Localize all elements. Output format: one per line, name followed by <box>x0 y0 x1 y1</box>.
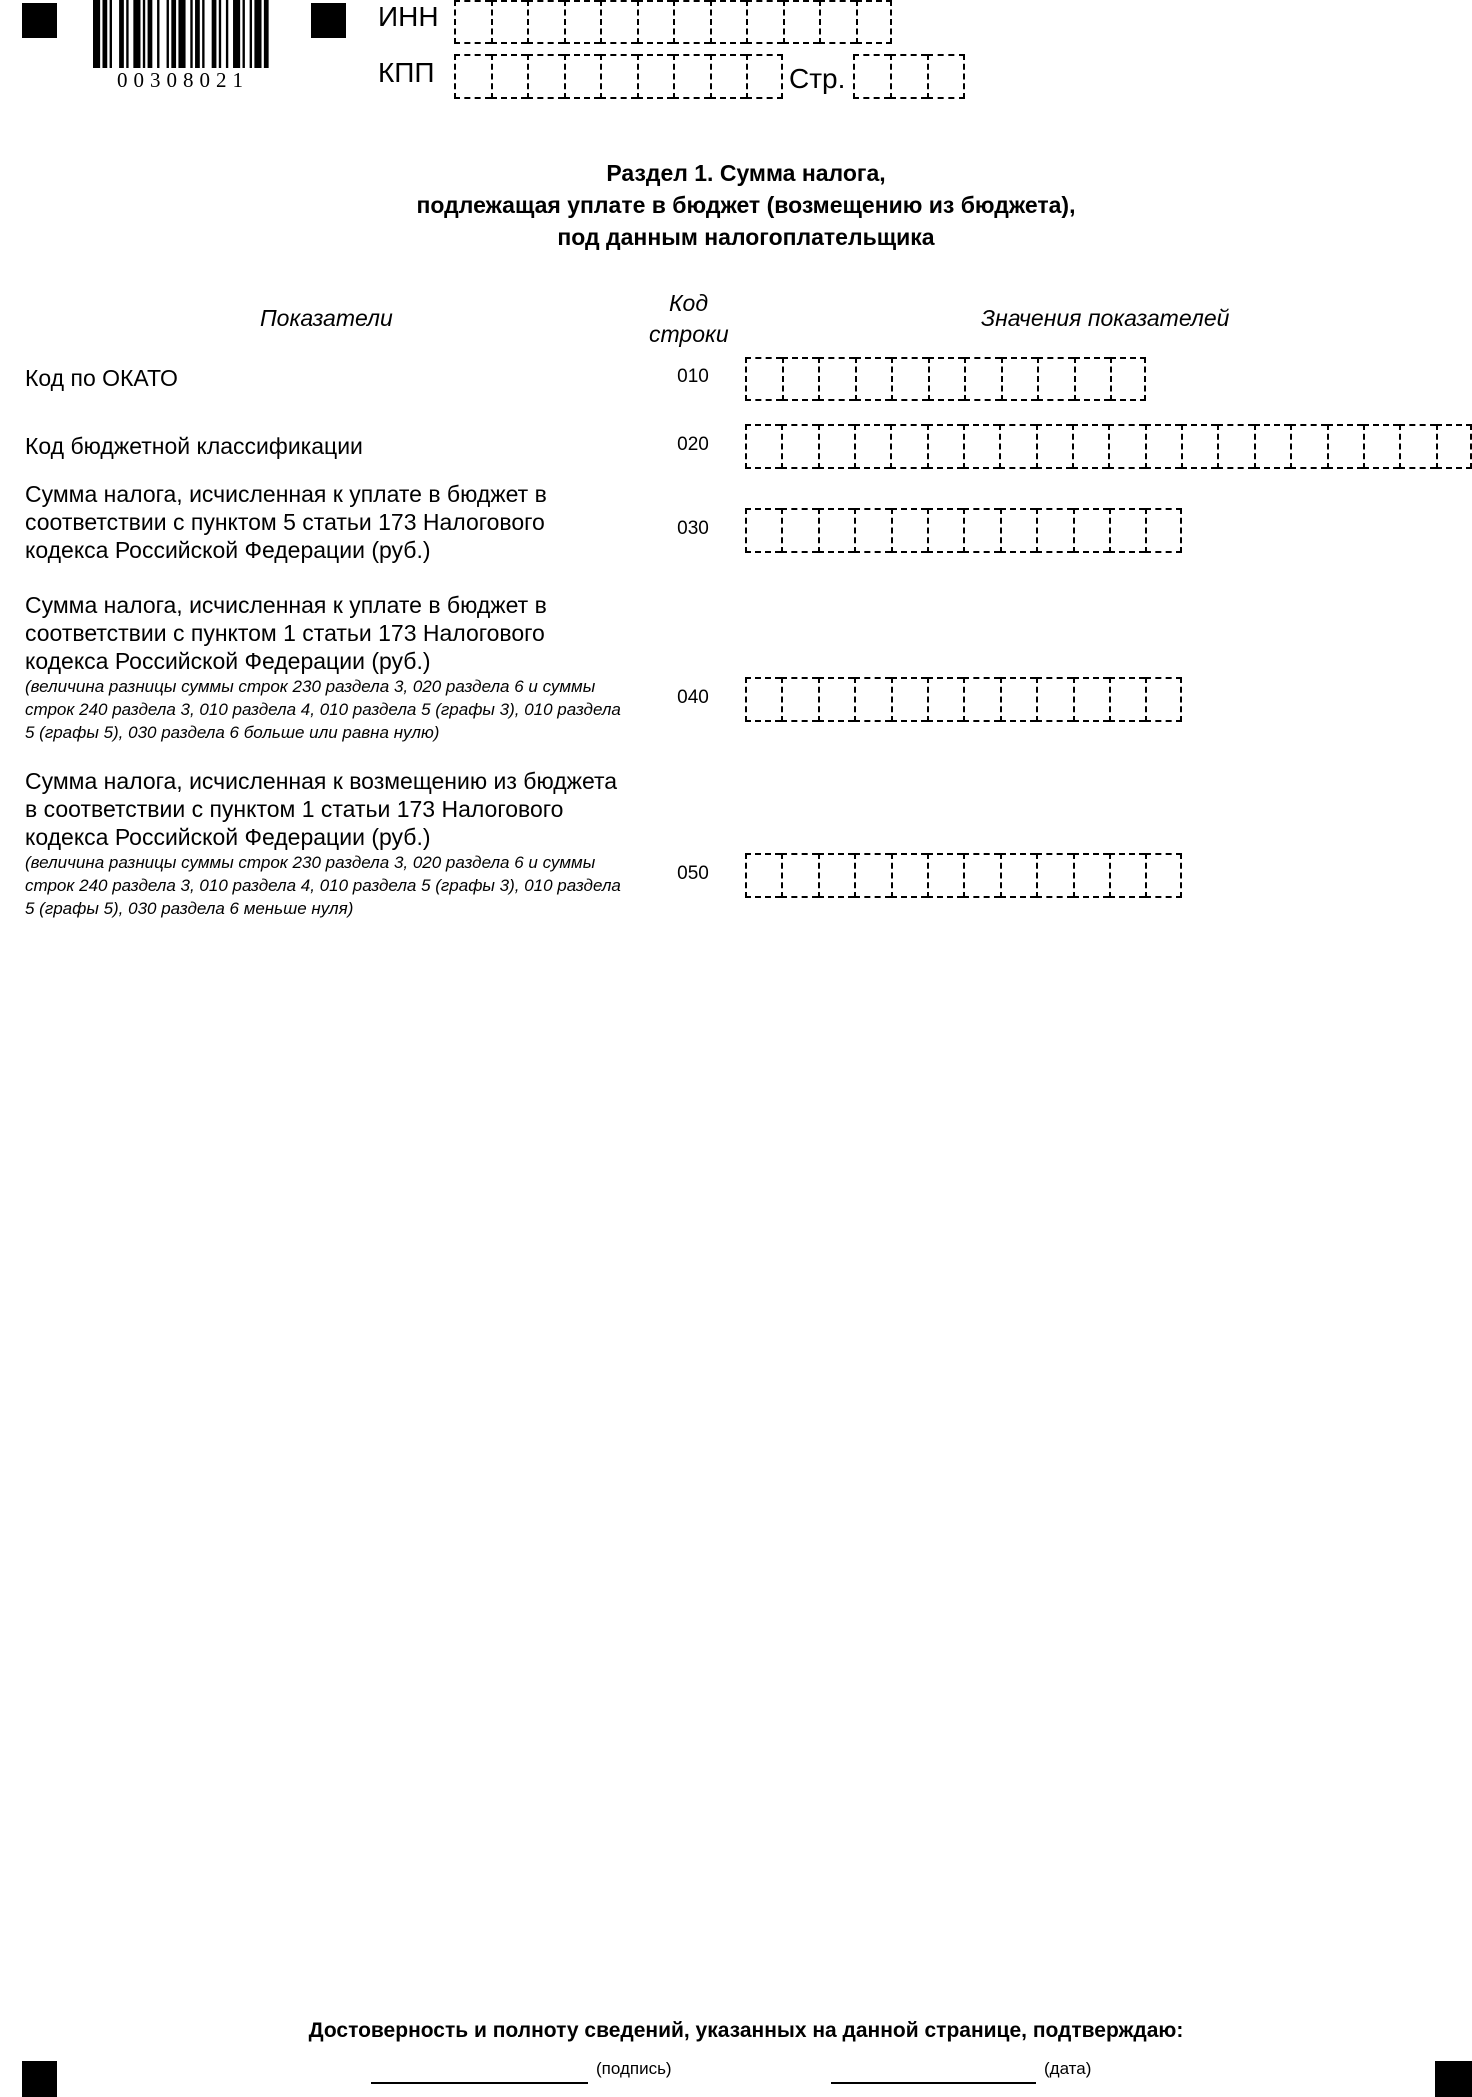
row-030-code: 030 <box>677 518 709 539</box>
date-label: (дата) <box>1044 2059 1092 2078</box>
barcode-digits: 00308021 <box>117 68 249 88</box>
row-010-label: Код по ОКАТО <box>25 365 178 391</box>
row-030-field[interactable] <box>745 508 1182 553</box>
column-line-code-2: строки <box>649 321 729 347</box>
page-number-field[interactable] <box>853 54 965 99</box>
section-title-1: Раздел 1. Сумма налога, <box>606 160 886 186</box>
row-050-code: 050 <box>677 863 709 884</box>
kbk-field[interactable] <box>745 424 1472 469</box>
row-020-label: Код бюджетной классификации <box>25 433 363 459</box>
top-left-marker <box>22 3 57 38</box>
row-040-text: Сумма налога, исчисленная к уплате в бюджет в соответствии с пунктом 1 статьи 173 Налогового кодекса Российской Федерации (руб.) <box>25 592 547 674</box>
row-050-note: (величина разницы суммы строк 230 раздела 3, 020 раздела 6 и суммы строк 240 раздела 3, 010 раздела 4, 010 раздела 5 (графы 3), 010 раздела 5 (графы 5), 030 раздела 6 меньше нуля) <box>25 853 621 918</box>
top-marker <box>311 3 346 38</box>
column-line-code-1: Код <box>669 290 709 316</box>
page-label: Стр. <box>789 63 846 94</box>
kpp-field[interactable] <box>454 54 783 99</box>
row-050-label <box>25 767 635 920</box>
row-020-code: 020 <box>677 434 709 455</box>
column-indicators: Показатели <box>260 305 393 331</box>
row-040-field[interactable] <box>745 677 1182 722</box>
row-030-label: Сумма налога, исчисленная к уплате в бюджет в соответствии с пунктом 5 статьи 173 Налогового кодекса Российской Федерации (руб.) <box>25 481 547 563</box>
row-040-code: 040 <box>677 687 709 708</box>
row-050-text: Сумма налога, исчисленная к возмещению из бюджета в соответствии с пунктом 1 статьи 173 Налогового кодекса Российской Федерации (руб.) <box>25 768 618 850</box>
bottom-left-marker <box>22 2061 57 2097</box>
kpp-label: КПП <box>378 57 435 88</box>
date-line[interactable] <box>831 2082 1036 2084</box>
row-040-note: (величина разницы суммы строк 230 раздела 3, 020 раздела 6 и суммы строк 240 раздела 3, 010 раздела 4, 010 раздела 5 (графы 3), 010 раздела 5 (графы 5), 030 раздела 6 больше или равна нулю) <box>25 677 621 742</box>
barcode <box>93 0 273 88</box>
section-title-2: подлежащая уплате в бюджет (возмещению из бюджета), <box>416 192 1076 218</box>
row-050-field[interactable] <box>745 853 1182 898</box>
bottom-right-marker <box>1435 2061 1472 2097</box>
section-title-3: под данным налогоплательщика <box>557 224 935 250</box>
row-010-code: 010 <box>677 366 709 387</box>
inn-label: ИНН <box>378 1 439 32</box>
inn-field[interactable] <box>454 0 892 44</box>
confirmation-text: Достоверность и полноту сведений, указанных на данной странице, подтверждаю: <box>308 2019 1184 2042</box>
row-040-label <box>25 591 625 744</box>
column-values: Значения показателей <box>981 305 1230 331</box>
signature-line[interactable] <box>371 2082 588 2084</box>
okato-field[interactable] <box>745 357 1146 401</box>
signature-label: (подпись) <box>596 2059 672 2078</box>
